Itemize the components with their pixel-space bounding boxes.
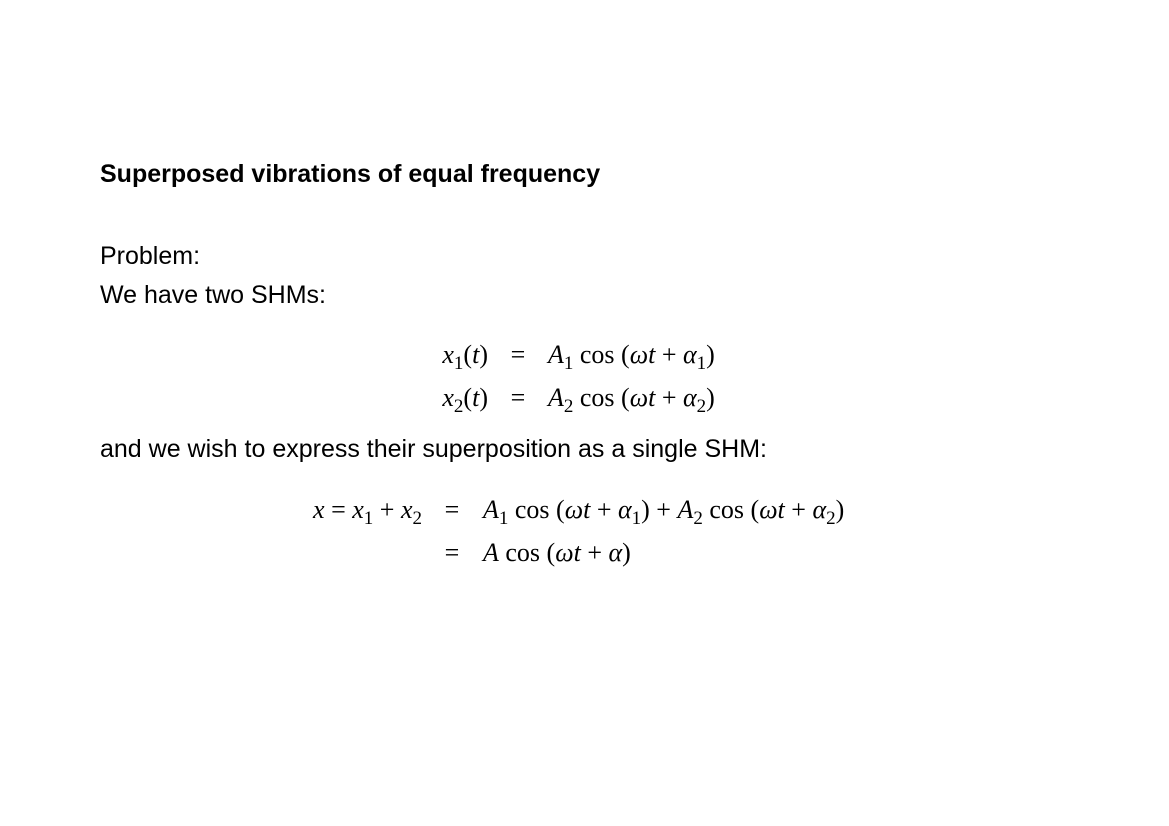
- equation-rhs: $A_2$ $\cos (\omega t + \alpha_2)$: [548, 383, 715, 417]
- equals-sign: =: [444, 495, 460, 524]
- equals-sign: =: [444, 538, 460, 567]
- equation-rhs: A cos (ωt + α): [483, 538, 631, 567]
- equation-rhs: $A_1$ $\cos (\omega t + \alpha_1)$: [548, 340, 715, 374]
- slide-title: Superposed vibrations of equal frequency: [100, 160, 601, 188]
- intro-text: We have two SHMs:: [100, 281, 327, 309]
- equation-lhs: $x_1(t)$: [442, 340, 488, 374]
- equation-row: [0, 493, 1169, 527]
- equation-rhs: $A_1$ $\cos (\omega t + \alpha_1) + A_2$ $\cos (\omega t + \alpha_2)$: [483, 495, 845, 529]
- equals-sign: =: [510, 383, 526, 412]
- equals-sign: =: [510, 340, 526, 369]
- equation-row: [0, 536, 1169, 570]
- equation-row: [0, 338, 1169, 372]
- connector-text: and we wish to express their superposition as a single SHM:: [100, 435, 767, 463]
- problem-label: Problem:: [100, 242, 201, 270]
- equation-lhs: $x = x_1 + x_2$: [313, 495, 422, 529]
- equation-row: [0, 381, 1169, 415]
- equation-lhs: $x_2(t)$: [442, 383, 488, 417]
